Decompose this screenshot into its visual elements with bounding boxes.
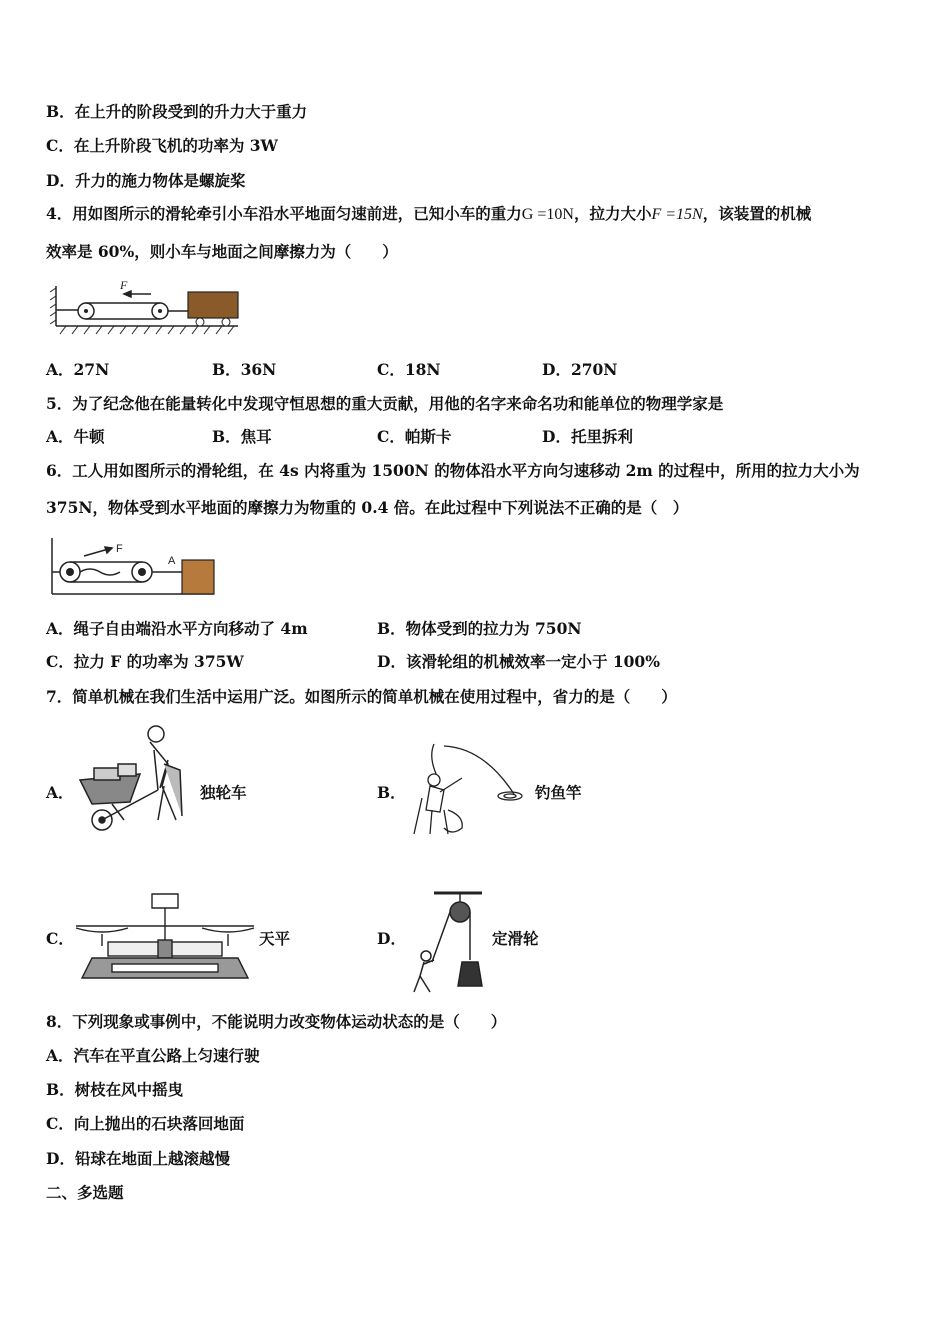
q7-b-rod-left [432,744,438,778]
q8-option-a: A．汽车在平直公路上匀速行驶 [46,1046,260,1065]
q3-option-d: D．升力的施力物体是螺旋桨 [46,171,246,190]
q6-pulley-block-figure [46,534,218,600]
q7-b-rod-line [444,746,514,794]
q4-cart-wheel-left [196,318,204,326]
q6-fig-label-a: A [168,555,176,567]
q6-stem-line2: 375N，物体受到水平地面的摩擦力为物重的 0.4 倍。在此过程中下列说法不正确的是（ ） [46,498,689,517]
q7-stem: 7．简单机械在我们生活中运用广泛。如图所示的简单机械在使用过程中，省力的是（ ） [46,687,677,706]
q7-b-fishing-rod-figure [404,738,528,836]
q5-option-d: D．托里拆利 [542,427,633,446]
q6-rope-curl [80,569,120,575]
q7-a-letter: A． [46,783,74,802]
q5-stem: 5．为了纪念他在能量转化中发现守恒思想的重大贡献，用他的名字来命名功和能单位的物理学家是 [46,394,724,413]
q4-stem-b: ，拉力大小 [573,204,652,223]
q7-b-label: 钓鱼竿 [535,783,582,802]
q7-c-letter: C． [46,929,74,948]
q4-ground-hatch [60,326,234,334]
q4-pulley-cart-figure [46,276,246,346]
q7-c-pan-right [202,928,254,932]
q5-option-b: B．焦耳 [212,427,272,446]
q3-option-b: B．在上升的阶段受到的升力大于重力 [46,102,308,121]
q6-stem-line1: 6．工人用如图所示的滑轮组，在 4s 内将重为 1500N 的物体沿水平方向匀速移动 2m 的过程中，所用的拉力大小为 [46,461,860,480]
q7-a-wheelbarrow-figure [72,720,194,834]
q7-d-pulley [450,902,470,922]
q4-option-b: B．36N [212,360,277,379]
q4-stem-line2: 效率是 60%，则小车与地面之间摩擦力为（ ） [46,242,398,261]
q7-a-person-head [148,726,164,742]
q7-d-letter: D． [377,929,406,948]
q8-option-d: D．铅球在地面上越滚越慢 [46,1149,230,1168]
q7-d-person-head [421,951,431,961]
q4-math-f: F =15N [651,206,703,223]
q4-wall-hatch [50,288,56,324]
q7-d-label: 定滑轮 [492,929,539,948]
q4-stem-a: 4．用如图所示的滑轮牵引小车沿水平地面匀速前进，已知小车的重力 [46,204,522,223]
q6-option-c: C．拉力 F 的功率为 375W [46,652,244,671]
q6-fig-label-f: F [116,543,123,555]
q6-block-a [182,560,214,594]
q7-a-label: 独轮车 [200,783,247,802]
q6-option-b: B．物体受到的拉力为 750N [377,619,582,638]
q5-option-a: A．牛顿 [46,427,105,446]
q7-d-rope-pull [432,912,450,962]
q3-option-c: C．在上升阶段飞机的功率为 3W [46,136,278,155]
q8-option-c: C．向上抛出的石块落回地面 [46,1114,245,1133]
q7-b-letter: B． [377,783,406,802]
q5-option-c: C．帕斯卡 [377,427,452,446]
q6-option-a: A．绳子自由端沿水平方向移动了 4m [46,619,308,638]
q7-c-scale-dial [152,894,178,908]
q4-stem-c: ，该装置的机械 [702,204,812,223]
q7-c-label: 天平 [259,929,291,948]
q7-d-weight [458,962,482,986]
section-heading-multiple-choice: 二、多选题 [46,1183,124,1202]
q4-cart-wheel-right [222,318,230,326]
q7-d-fixed-pulley-figure [404,890,488,996]
q4-option-d: D．270N [542,360,618,379]
q4-fig-label-f: F [120,278,128,292]
q7-b-water-ripple [498,792,522,800]
q7-c-balance-figure [72,890,258,982]
q7-b-fisher-head [428,774,440,786]
q4-cart-body [188,292,238,318]
q7-c-pan-left [76,928,128,932]
q4-math-g: G =10N [521,206,574,223]
q6-option-d: D．该滑轮组的机械效率一定小于 100% [377,652,660,671]
q4-option-c: C．18N [377,360,441,379]
q4-option-a: A．27N [46,360,110,379]
q8-option-b: B．树枝在风中摇曳 [46,1080,184,1099]
q8-stem: 8．下列现象或事例中，不能说明力改变物体运动状态的是（ ） [46,1012,507,1031]
q4-stem-line1 [46,204,811,225]
